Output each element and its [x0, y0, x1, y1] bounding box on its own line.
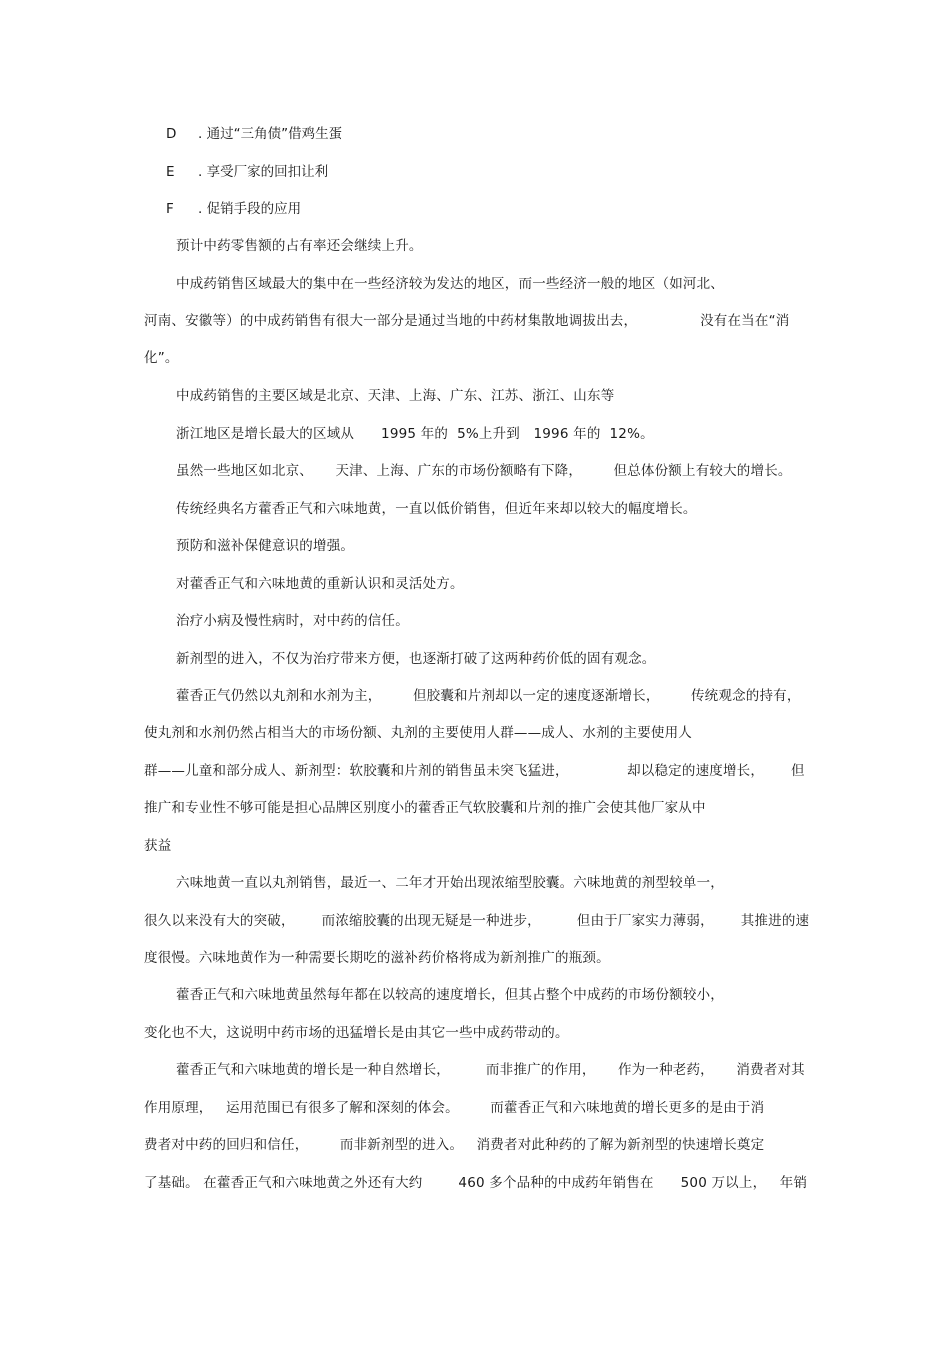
- paragraph-line: 传统经典名方藿香正气和六味地黄，一直以低价销售，但近年来却以较大的幅度增长。: [176, 501, 697, 517]
- paragraph-line: 藿香正气和六味地黄的增长是一种自然增长， 而非推广的作用， 作为一种老药， 消费者对其: [176, 1062, 805, 1078]
- list-item-letter: D: [166, 126, 177, 142]
- list-item-letter: F: [166, 201, 174, 217]
- paragraph-line: 浙江地区是增长最大的区域从 1995 年的 5%上升到 1996 年的 12%。: [176, 426, 654, 442]
- paragraph-line: 使丸剂和水剂仍然占相当大的市场份额、丸剂的主要使用人群——成人、水剂的主要使用人: [144, 725, 692, 741]
- paragraph-line: 对藿香正气和六味地黄的重新认识和灵活处方。: [176, 576, 464, 592]
- paragraph-line: 获益: [144, 838, 172, 854]
- list-item-text: . 促销手段的应用: [198, 201, 302, 217]
- paragraph-line: 了基础。 在藿香正气和六味地黄之外还有大约 460 多个品种的中成药年销售在 500 万以上， 年销: [144, 1175, 808, 1191]
- paragraph-line: 度很慢。六味地黄作为一种需要长期吃的滋补药价格将成为新剂推广的瓶颈。: [144, 950, 610, 966]
- list-item-text: . 通过“三角债”借鸡生蛋: [198, 126, 343, 142]
- paragraph-line: 群——儿童和部分成人、新剂型：软胶囊和片剂的销售虽未突飞猛进， 却以稳定的速度增长， 但: [144, 763, 805, 779]
- paragraph-line: 六味地黄一直以丸剂销售，最近一、二年才开始出现浓缩型胶囊。六味地黄的剂型较单一，: [176, 875, 724, 891]
- paragraph-line: 新剂型的进入，不仅为治疗带来方便，也逐渐打破了这两种药价低的固有观念。: [176, 651, 656, 667]
- list-item-letter: E: [166, 164, 175, 180]
- paragraph-line: 虽然一些地区如北京、 天津、上海、广东的市场份额略有下降， 但总体份额上有较大的增长。: [176, 463, 792, 479]
- paragraph-line: 推广和专业性不够可能是担心品牌区别度小的藿香正气软胶囊和片剂的推广会使其他厂家从中: [144, 800, 706, 816]
- paragraph-line: 河南、安徽等）的中成药销售有很大一部分是通过当地的中药材集散地调拔出去， 没有在当在“消: [144, 313, 790, 329]
- paragraph-line: 藿香正气和六味地黄虽然每年都在以较高的速度增长，但其占整个中成药的市场份额较小，: [176, 987, 724, 1003]
- paragraph-line: 治疗小病及慢性病时，对中药的信任。: [176, 613, 409, 629]
- paragraph-line: 变化也不大，这说明中药市场的迅猛增长是由其它一些中成药带动的。: [144, 1025, 569, 1041]
- paragraph-line: 很久以来没有大的突破， 而浓缩胶囊的出现无疑是一种进步， 但由于厂家实力薄弱， 其推进的速: [144, 913, 810, 929]
- paragraph-line: 中成药销售的主要区域是北京、天津、上海、广东、江苏、浙江、山东等: [176, 388, 615, 404]
- paragraph-line: 预计中药零售额的占有率还会继续上升。: [176, 238, 423, 254]
- list-item-text: . 享受厂家的回扣让利: [198, 164, 329, 180]
- paragraph-line: 藿香正气仍然以丸剂和水剂为主， 但胶囊和片剂却以一定的速度逐渐增长， 传统观念的持有，: [176, 688, 801, 704]
- paragraph-line: 中成药销售区域最大的集中在一些经济较为发达的地区，而一些经济一般的地区（如河北、: [176, 276, 724, 292]
- paragraph-line: 预防和滋补保健意识的增强。: [176, 538, 355, 554]
- paragraph-line: 化”。: [144, 350, 179, 366]
- paragraph-line: 作用原理， 运用范围已有很多了解和深刻的体会。 而藿香正气和六味地黄的增长更多的是由于消: [144, 1100, 765, 1116]
- paragraph-line: 费者对中药的回归和信任， 而非新剂型的进入。 消费者对此种药的了解为新剂型的快速增长奠定: [144, 1137, 765, 1153]
